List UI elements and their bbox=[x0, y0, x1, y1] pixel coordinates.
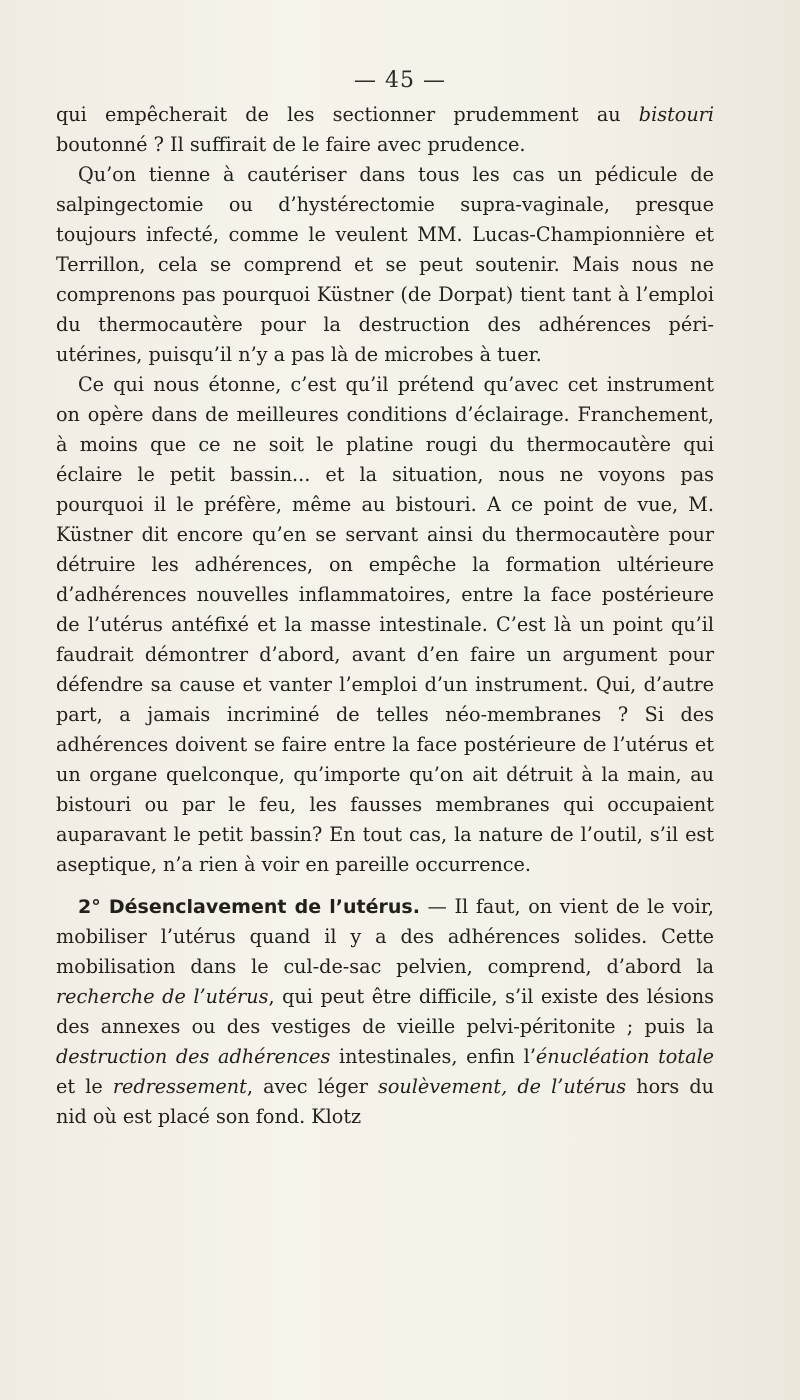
emphasis-text: redressement bbox=[112, 1075, 247, 1098]
emphasis-text: recherche de l’utérus bbox=[56, 985, 269, 1008]
section-heading: 2° Désenclavement de l’utérus. bbox=[78, 896, 420, 918]
text-run: intestinales, enfin l’ bbox=[330, 1045, 536, 1068]
paragraph bbox=[56, 160, 714, 370]
emphasis-text: énucléation totale bbox=[535, 1045, 714, 1068]
emphasis-text: destruction des adhérences bbox=[56, 1045, 331, 1068]
text-run: hors du nid où est placé son fond. Klotz bbox=[56, 1075, 714, 1128]
text-run: boutonné ? Il suffirait de le faire avec prudence. bbox=[56, 133, 526, 156]
emphasis-text: bistouri bbox=[638, 103, 714, 126]
section-paragraph bbox=[56, 892, 714, 1132]
text-run: Qu’on tienne à cautériser dans tous les cas un pédicule de salpingectomie ou d’hystérectomie supra-vaginale, presque toujours infecté, comme le veulent MM. Lucas-Championnière et Terrillon, cela se comprend et se peut soutenir. Mais nous ne comprenons pas pourquoi Küstner (de Dorpat) tient tant à l’emploi du thermocautère pour la destruction des adhérences péri-utérines, puisqu’il n’y a pas là de microbes à tuer. bbox=[56, 163, 714, 366]
paragraph bbox=[56, 100, 714, 160]
text-run: et le bbox=[56, 1075, 113, 1098]
page-number: — 45 — bbox=[354, 68, 446, 93]
text-run: Ce qui nous étonne, c’est qu’il prétend qu’avec cet instrument on opère dans de meilleures conditions d’éclairage. Franchement, à moins que ce ne soit le platine rougi du thermocautère qui éclaire le petit bassin... et la situation, nous ne voyons pas pourquoi il le préfère, même au bistouri. A ce point de vue, M. Küstner dit encore qu’en se servant ainsi du thermocautère pour détruire les adhérences, on empêche la formation ultérieure d’adhérences nouvelles inflammatoires, entre la face postérieure de l’utérus antéfixé et la masse intestinale. C’est là un point qu’il faudrait démontrer d’abord, avant d’en faire un argument pour défendre sa cause et vanter l’emploi d’un instrument. Qui, d’autre part, a jamais incriminé de telles néo-membranes ? Si des adhérences doivent se faire entre la face postérieure de l’utérus et un organe quelconque, qu’importe qu’on ait détruit à la main, au bistouri ou par le feu, les fausses membranes qui occupaient auparavant le petit bassin? En tout cas, la nature de l’outil, s’il est aseptique, n’a rien à voir en pareille occurrence. bbox=[56, 373, 714, 876]
text-run: — Il faut, on vient de le voir, mobiliser l’utérus quand il y a des adhérences solides. Cette mobilisation dans le cul-de-sac pelvien, comprend, d’abord la bbox=[56, 895, 714, 978]
text-run: , qui peut être difficile, s’il existe des lésions des annexes ou des vestiges de vieille pelvi-péritonite ; puis la bbox=[56, 985, 714, 1038]
text-run: qui empêcherait de les sectionner prudemment au bbox=[56, 103, 639, 126]
body-text bbox=[56, 100, 714, 1132]
text-run: , avec léger bbox=[246, 1075, 379, 1098]
paragraph bbox=[56, 370, 714, 880]
emphasis-text: soulèvement, de l’utérus bbox=[378, 1075, 627, 1098]
